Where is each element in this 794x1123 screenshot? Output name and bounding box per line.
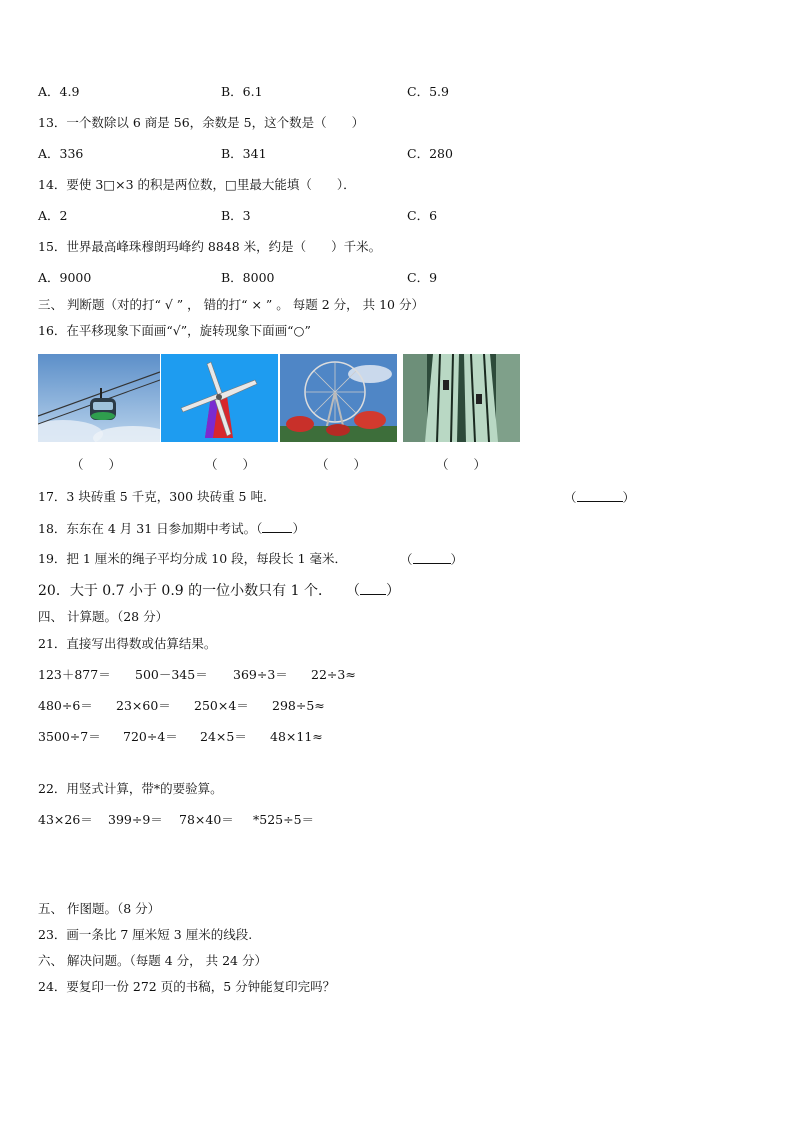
q20-question: 20．大于 0.7 小于 0.9 的一位小数只有 1 个． （ ） <box>38 583 400 599</box>
section-3-title: 三、 判断题（对的打“ √ ” ， 错的打“ × ” 。 每题 2 分， 共 10 分） <box>38 297 424 312</box>
q13-question: 13．一个数除以 6 商是 56，余数是 5，这个数是（ ） <box>38 115 365 130</box>
q21-item: 24×5＝ <box>200 729 247 744</box>
q13-option-a: A．336 <box>38 146 84 161</box>
q21-item: 23×60＝ <box>116 698 171 713</box>
q16-answer-paren-4: （ ） <box>436 457 487 472</box>
section-4-title: 四、 计算题。（28 分） <box>38 609 169 624</box>
q15-option-b: B．8000 <box>221 270 275 285</box>
q14-option-c: C．6 <box>407 208 438 223</box>
q21-item: 123＋877＝ <box>38 667 111 682</box>
q22-question: 22．用竖式计算，带*的要验算。 <box>38 781 223 796</box>
q21-question: 21．直接写出得数或估算结果。 <box>38 636 217 651</box>
q21-item: 22÷3≈ <box>311 667 356 682</box>
q16-answer-paren-1: （ ） <box>71 457 122 472</box>
q13-option-b: B．341 <box>221 146 267 161</box>
q14-option-b: B．3 <box>221 208 251 223</box>
q15-option-c: C．9 <box>407 270 438 285</box>
q19-answer-blank: （ ） <box>400 552 464 567</box>
q22-item: 399÷9＝ <box>108 812 163 827</box>
q16-answer-paren-2: （ ） <box>205 457 256 472</box>
q14-option-a: A．2 <box>38 208 68 223</box>
escalator-image <box>403 354 520 442</box>
q16-answer-paren-3: （ ） <box>316 457 367 472</box>
section-5-title: 五、 作图题。（8 分） <box>38 901 161 916</box>
q21-item: 500－345＝ <box>135 667 208 682</box>
q21-item: 250×4＝ <box>194 698 249 713</box>
q16-question: 16．在平移现象下面画“√”，旋转现象下面画“○” <box>38 323 311 338</box>
q21-item: 3500÷7＝ <box>38 729 101 744</box>
q22-item: 78×40＝ <box>179 812 234 827</box>
q21-item: 480÷6＝ <box>38 698 93 713</box>
q12-option-b: B．6.1 <box>221 84 263 99</box>
q21-item: 369÷3＝ <box>233 667 288 682</box>
q17-question: 17．3 块砖重 5 千克，300 块砖重 5 吨． <box>38 489 276 504</box>
q12-option-a: A．4.9 <box>38 84 80 99</box>
q21-item: 48×11≈ <box>270 729 323 744</box>
ferris-wheel-image <box>280 354 397 442</box>
section-6-title: 六、 解决问题。（每题 4 分， 共 24 分） <box>38 953 267 968</box>
q23-question: 23．画一条比 7 厘米短 3 厘米的线段. <box>38 927 253 942</box>
q22-item: 43×26＝ <box>38 812 93 827</box>
q15-option-a: A．9000 <box>38 270 92 285</box>
q19-question: 19．把 1 厘米的绳子平均分成 10 段，每段长 1 毫米． <box>38 551 348 566</box>
q22-item: *525÷5＝ <box>253 812 315 827</box>
q14-question: 14．要使 3□×3 的积是两位数，□里最大能填（ ）． <box>38 177 356 192</box>
q17-answer-blank: （ ） <box>564 490 636 505</box>
q21-item: 298÷5≈ <box>272 698 325 713</box>
q21-item: 720÷4＝ <box>123 729 178 744</box>
q15-question: 15．世界最高峰珠穆朗玛峰约 8848 米，约是（ ）千米。 <box>38 239 382 254</box>
q12-option-c: C．5.9 <box>407 84 449 99</box>
q24-question: 24．要复印一份 272 页的书稿，5 分钟能复印完吗？ <box>38 979 336 994</box>
q18-question: 18．东东在 4 月 31 日参加期中考试。（ ） <box>38 521 305 536</box>
cable-car-image <box>38 354 160 442</box>
windmill-image <box>161 354 278 442</box>
q13-option-c: C．280 <box>407 146 453 161</box>
